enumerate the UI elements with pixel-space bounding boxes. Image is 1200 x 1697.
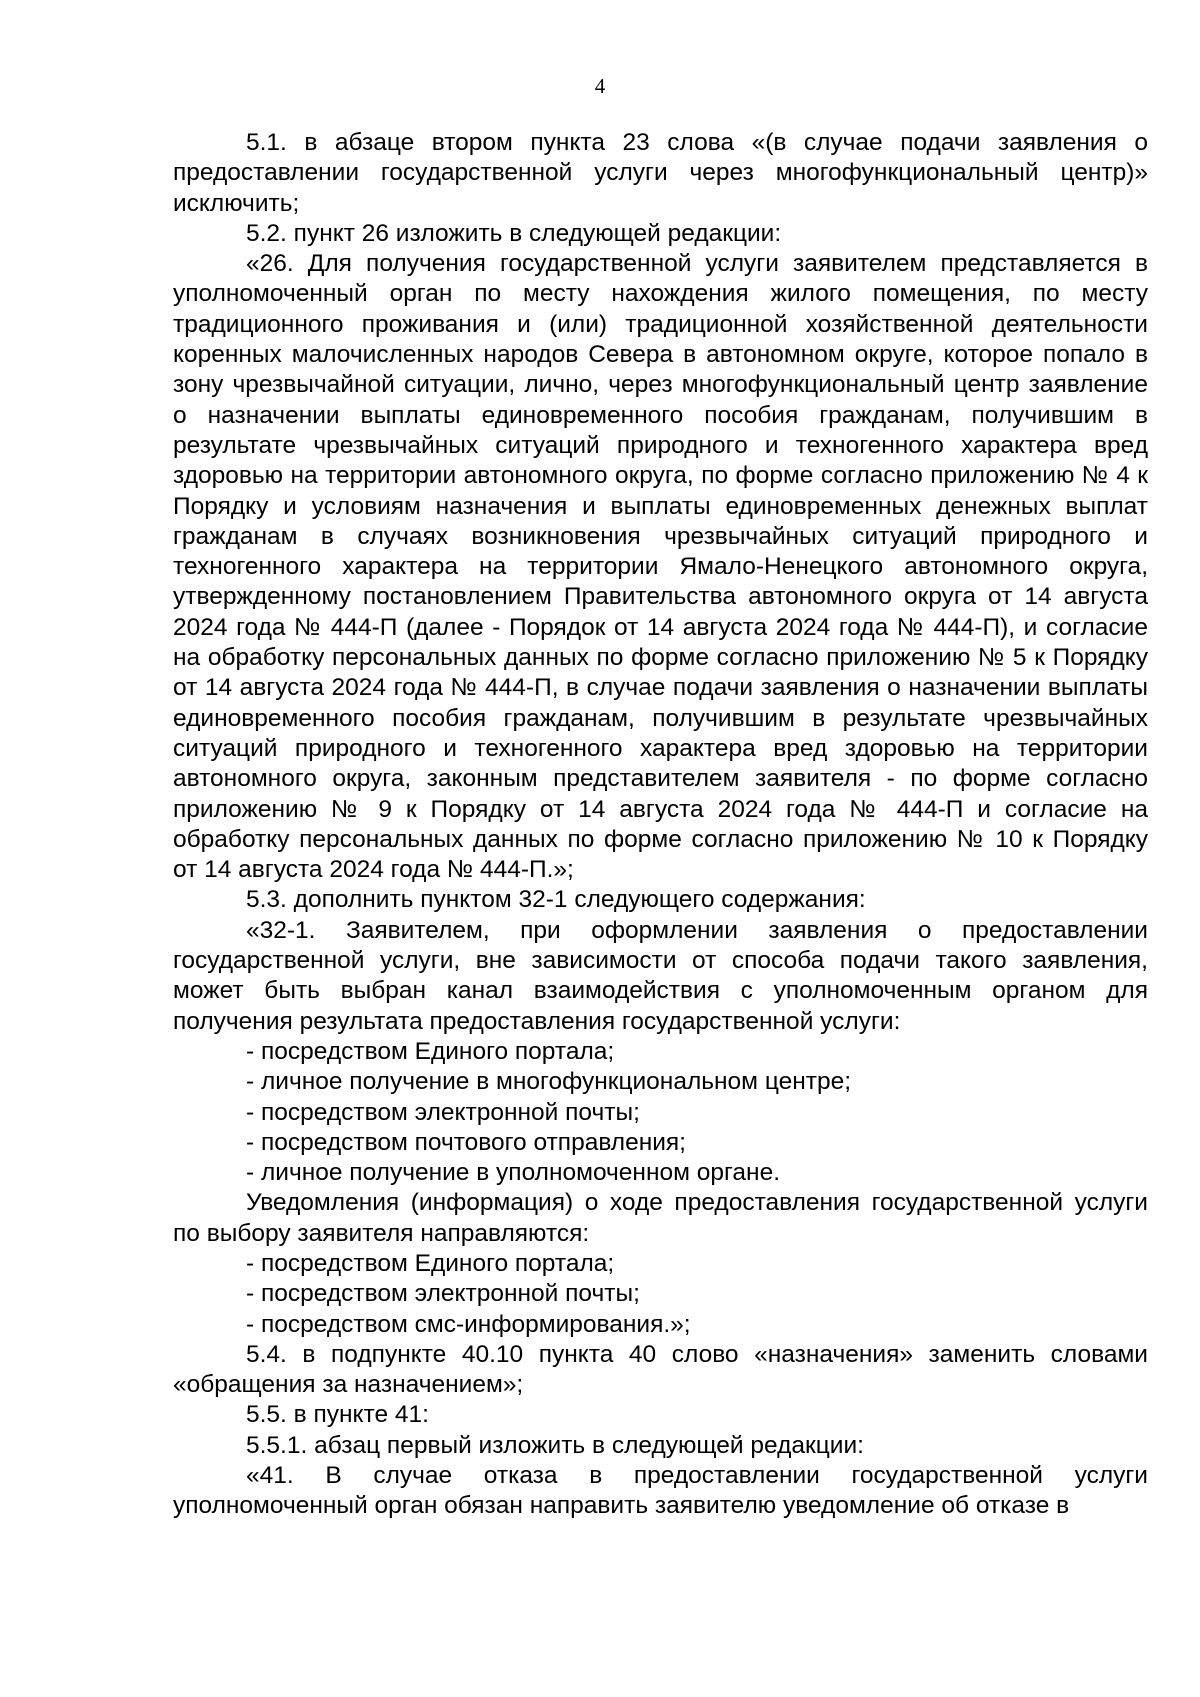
paragraph-32-1: «32-1. Заявителем, при оформлении заявления о предоставлении государственной услуги, вне зависимости от способа подачи такого заявления, может быть выбран канал взаимодействия с уполномоченным органом для получения результата предоставления государственной услуги:	[173, 916, 1148, 1035]
notifications-paragraph: Уведомления (информация) о ходе предоставления государственной услуги по выбору заявителя направляются:	[173, 1189, 1148, 1247]
paragraph-5-4: 5.4. в подпункте 40.10 пункта 40 слово «назначения» заменить словами «обращения за назначением»;	[173, 1340, 1148, 1399]
list-item: - личное получение в уполномоченном органе.	[246, 1159, 781, 1187]
list-item: - посредством Единого портала;	[246, 1249, 615, 1277]
paragraph-26: «26. Для получения государственной услуги заявителем представляется в уполномоченный орган по месту нахождения жилого помещения, по месту традиционного проживания и (или) традиционной хозяйственной деятельности коренных малочисленных народов Севера в автономном округе, которое попало в зону чрезвычайной ситуации, лично, через многофункциональный центр заявление о назначении выплаты единовременного пособия гражданам, получившим в результате чрезвычайных ситуаций природного и техногенного характера вред здоровью на территории автономного округа, по форме согласно приложению № 4 к Порядку и условиям назначения и выплаты единовременных денежных выплат гражданам в случаях возникновения чрезвычайных ситуаций природного и техногенного характера на территории Ямало-Ненецкого автономного округа, утвержденному постановлением Правительства автономного округа от 14 августа 2024 года № 444-П (далее - Порядок от 14 августа 2024 года № 444-П), и согласие на обработку персональных данных по форме согласно приложению № 5 к Порядку от 14 августа 2024 года № 444-П, в случае подачи заявления о назначении выплаты единовременного пособия гражданам, получившим в результате чрезвычайных ситуаций природного и техногенного характера вред здоровью на территории автономного округа, законным представителем заявителя - по форме согласно приложению № 9 к Порядку от 14 августа 2024 года № 444-П и согласие на обработку персональных данных по форме согласно приложению № 10 к Порядку от 14 августа 2024 года № 444-П.»;	[173, 250, 1148, 884]
paragraph-5-5: 5.5. в пункте 41:	[246, 1401, 429, 1429]
list-item: - посредством Единого портала;	[246, 1037, 615, 1065]
paragraph-5-1: 5.1. в абзаце втором пункта 23 слова «(в случае подачи заявления о предоставлении государственной услуги через многофункциональный центр)» исключить;	[173, 129, 1148, 217]
paragraph-5-2: 5.2. пункт 26 изложить в следующей редакции:	[246, 219, 782, 247]
document-body	[173, 128, 1148, 1522]
list-item: - посредством электронной почты;	[246, 1280, 640, 1308]
list-item: - личное получение в многофункциональном центре;	[246, 1068, 852, 1096]
list-item: - посредством электронной почты;	[246, 1098, 640, 1126]
page-number: 4	[594, 74, 606, 98]
paragraph-5-5-1: 5.5.1. абзац первый изложить в следующей редакции:	[246, 1431, 864, 1459]
paragraph-5-3: 5.3. дополнить пунктом 32-1 следующего содержания:	[246, 886, 866, 914]
paragraph-41: «41. В случае отказа в предоставлении государственной услуги уполномоченный орган обязан направить заявителю уведомление об отказе в	[173, 1462, 1148, 1520]
list-item: - посредством почтового отправления;	[246, 1128, 686, 1156]
list-item: - посредством смс-информирования.»;	[246, 1310, 691, 1338]
